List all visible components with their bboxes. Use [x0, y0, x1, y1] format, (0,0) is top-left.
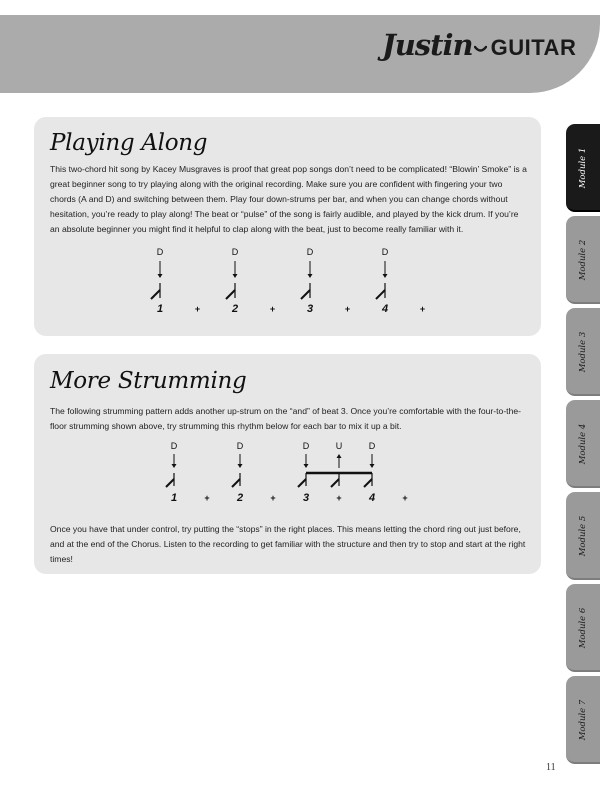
logo-caps-text: GUITAR: [490, 35, 577, 60]
tab-label: Module 7: [578, 699, 588, 741]
strum-direction-label: D: [156, 247, 164, 257]
tab-module-2[interactable]: [566, 216, 600, 304]
rhythm-note: [364, 473, 372, 487]
down-arrow-icon: [304, 454, 309, 468]
tab-label: Module 5: [578, 515, 588, 557]
rhythm-note: [298, 473, 306, 487]
strum-direction-label: D: [306, 247, 314, 257]
section-title: Playing Along: [50, 130, 208, 156]
tab-module-6[interactable]: [566, 584, 600, 672]
up-arrow-icon: [337, 454, 342, 468]
rhythm-note: [166, 473, 174, 487]
and-marker: +: [419, 304, 426, 314]
tab-label: Module 1: [578, 147, 588, 189]
strum-direction-label: D: [170, 441, 178, 451]
tab-label: Module 4: [578, 423, 588, 465]
logo-smile-icon: [474, 45, 487, 55]
and-marker: +: [270, 493, 276, 503]
module-tabs: [566, 120, 600, 770]
down-arrow-icon: [370, 454, 375, 468]
and-marker: +: [402, 493, 408, 503]
rhythm-note: [301, 283, 310, 299]
strum-direction-label: U: [335, 441, 343, 451]
section-body-text: This two-chord hit song by Kacey Musgraves is proof that great pop songs don’t need to be complicated! “Blowin’ Smoke” is a great beginner song to try playing along with the original recording. Make sure you are confident with fingering your two chords (A and D) and switching between them. Play four down-strums per bar, and when you can change chords without hesitation, you’re ready to play along! The beat or “pulse” of the song is fairly audible, and played by the kick drum. If you’re an absolute beginner you might find it helpful to clap along with the beat, just to become really familiar with it.: [50, 164, 527, 234]
down-arrow-icon: [172, 454, 177, 468]
rhythm-note: [331, 473, 339, 487]
beat-number: 4: [368, 492, 376, 504]
down-arrow-icon: [308, 261, 313, 278]
and-marker: +: [269, 304, 276, 314]
down-arrow-icon: [158, 261, 163, 278]
and-marker: +: [336, 493, 342, 503]
and-marker: +: [194, 304, 201, 314]
strum-pattern-diagram: [34, 439, 541, 507]
tab-label: Module 2: [578, 239, 588, 281]
beat-number: 1: [156, 303, 164, 315]
strum-pattern-diagram: [34, 244, 541, 324]
tab-label: Module 6: [578, 607, 588, 649]
strum-direction-label: D: [381, 247, 389, 257]
beat-number: 2: [231, 303, 239, 315]
tab-module-1[interactable]: [566, 124, 600, 212]
page-number: 11: [546, 762, 556, 773]
more-strumming-panel: [34, 354, 541, 574]
beat-number: 4: [381, 303, 389, 315]
down-arrow-icon: [238, 454, 243, 468]
and-marker: +: [204, 493, 210, 503]
strum-direction-label: D: [236, 441, 244, 451]
rhythm-note: [232, 473, 240, 487]
rhythm-note: [226, 283, 235, 299]
down-arrow-icon: [233, 261, 238, 278]
beat-number: 1: [170, 492, 178, 504]
logo-script-text: Justin: [382, 28, 473, 62]
justinguitar-logo: [382, 28, 576, 74]
tab-module-5[interactable]: [566, 492, 600, 580]
tab-module-4[interactable]: [566, 400, 600, 488]
playing-along-panel: [34, 117, 541, 336]
tab-module-7[interactable]: [566, 676, 600, 764]
tab-label: Module 3: [578, 331, 588, 373]
section-body-text: The following strumming pattern adds another up-strum on the “and” of beat 3. Once you’re comfortable with the four-to-the-floor strumming shown above, try strumming this rhythm below for each bar to mix it up a bit.: [50, 406, 521, 431]
strum-direction-label: D: [368, 441, 376, 451]
section-body-text-2: Once you have that under control, try putting the “stops” in the right places. This means letting the chord ring out just before, and at the end of the Chorus. Listen to the recording to get familiar with the structure and then try to stop and start at the right times!: [50, 524, 526, 564]
down-arrow-icon: [383, 261, 388, 278]
rhythm-note: [376, 283, 385, 299]
strum-direction-label: D: [231, 247, 239, 257]
beat-number: 3: [302, 492, 310, 504]
section-title: More Strumming: [50, 368, 247, 394]
beat-number: 2: [236, 492, 244, 504]
and-marker: +: [344, 304, 351, 314]
tab-module-3[interactable]: [566, 308, 600, 396]
rhythm-note: [151, 283, 160, 299]
beat-number: 3: [306, 303, 314, 315]
strum-direction-label: D: [302, 441, 310, 451]
